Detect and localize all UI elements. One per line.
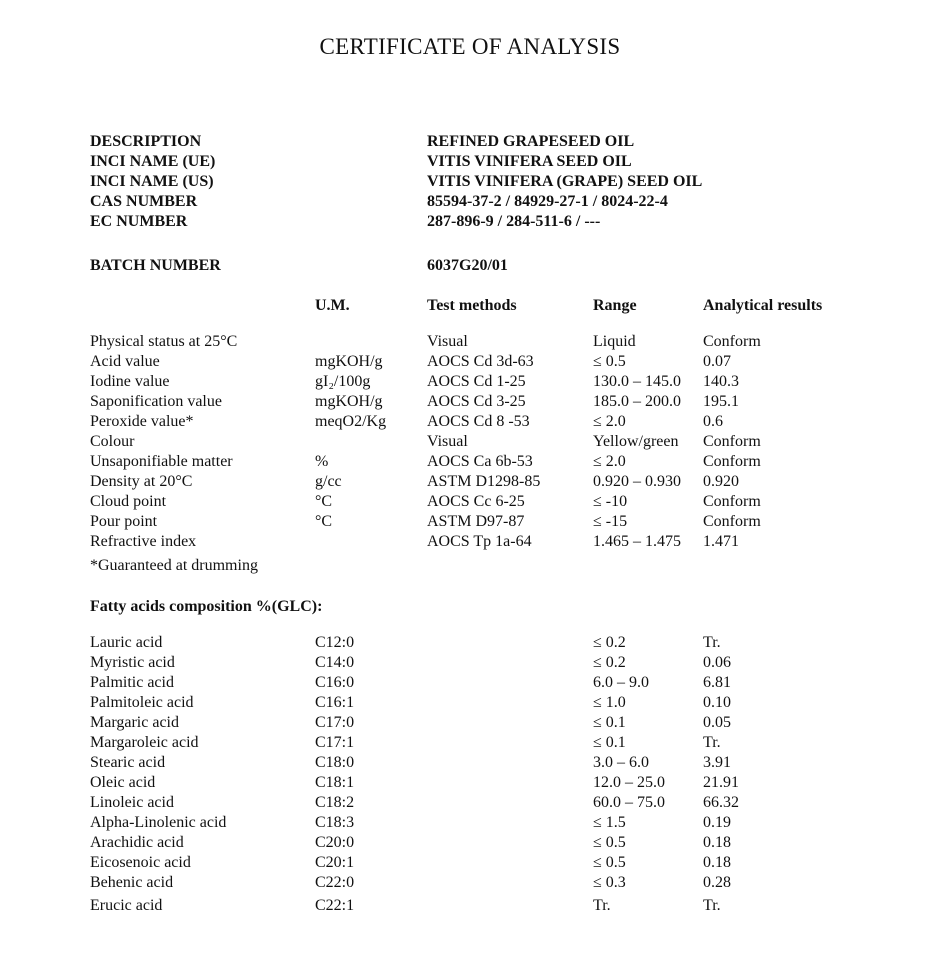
fatty-acid-row	[90, 633, 843, 653]
footnote: *Guaranteed at drumming	[90, 557, 258, 574]
fatty-acid-code: C22:1	[315, 897, 355, 914]
fatty-acid-row	[90, 733, 843, 753]
range-value: 130.0 – 145.0	[593, 373, 681, 390]
analysis-row	[90, 472, 843, 492]
fatty-acid-name: Palmitoleic acid	[90, 694, 194, 711]
analysis-row	[90, 412, 843, 432]
test-method: AOCS Cd 1-25	[427, 373, 526, 390]
fatty-acid-result: 0.05	[703, 714, 731, 731]
unit-of-measure	[315, 532, 427, 552]
fatty-acid-row	[90, 773, 843, 793]
fatty-acid-range: 12.0 – 25.0	[593, 774, 665, 791]
test-method: AOCS Cd 3d-63	[427, 353, 534, 370]
unit-of-measure: °C	[315, 493, 333, 510]
fatty-acid-row	[90, 793, 843, 813]
fatty-acid-code: C17:0	[315, 714, 355, 731]
batch-number-value: 6037G20/01	[427, 257, 508, 274]
test-method: AOCS Cd 8 -53	[427, 413, 530, 430]
analysis-row	[90, 532, 843, 552]
range-value: Liquid	[593, 333, 636, 350]
range-value: 1.465 – 1.475	[593, 533, 681, 550]
info-row	[90, 172, 850, 192]
product-info-block	[90, 132, 850, 232]
analysis-row	[90, 332, 843, 352]
fatty-acid-name: Arachidic acid	[90, 834, 184, 851]
analytical-result: 0.07	[703, 353, 731, 370]
fatty-acid-range: ≤ 0.3	[593, 874, 626, 891]
info-value: VITIS VINIFERA (GRAPE) SEED OIL	[427, 173, 703, 190]
analytical-result: 140.3	[703, 373, 739, 390]
fatty-acid-row	[90, 896, 843, 916]
fatty-acid-code: C12:0	[315, 634, 355, 651]
info-label: INCI NAME (US)	[90, 173, 214, 190]
unit-of-measure: g/cc	[315, 473, 342, 490]
unit-of-measure: mgKOH/g	[315, 393, 383, 410]
fatty-acid-row	[90, 853, 843, 873]
unit-of-measure: meqO2/Kg	[315, 413, 387, 430]
fatty-acid-range: 3.0 – 6.0	[593, 754, 649, 771]
fatty-acid-result: Tr.	[703, 634, 721, 651]
analysis-table-header	[90, 296, 843, 316]
fatty-acid-name: Myristic acid	[90, 654, 175, 671]
unit-of-measure	[315, 332, 427, 352]
fatty-acid-result: 66.32	[703, 794, 739, 811]
fatty-acids-table	[90, 633, 843, 916]
range-value: ≤ -15	[593, 513, 628, 530]
analysis-row	[90, 432, 843, 452]
test-method: Visual	[427, 433, 468, 450]
info-label: EC NUMBER	[90, 213, 188, 230]
parameter-name: Cloud point	[90, 493, 167, 510]
test-method: AOCS Tp 1a-64	[427, 533, 532, 550]
fatty-acid-row	[90, 833, 843, 853]
parameter-name: Iodine value	[90, 373, 170, 390]
info-label: INCI NAME (UE)	[90, 153, 216, 170]
fatty-acid-result: Tr.	[703, 897, 721, 914]
info-value: REFINED GRAPESEED OIL	[427, 133, 635, 150]
range-value: ≤ 2.0	[593, 453, 626, 470]
unit-of-measure: %	[315, 453, 329, 470]
fatty-acid-row	[90, 713, 843, 733]
header-spacer	[90, 296, 315, 316]
fatty-acid-result: 0.28	[703, 874, 731, 891]
batch-number-label: BATCH NUMBER	[90, 257, 221, 274]
info-row	[90, 212, 850, 232]
fatty-acid-name: Margaroleic acid	[90, 734, 199, 751]
range-value: 0.920 – 0.930	[593, 473, 681, 490]
analytical-result: Conform	[703, 493, 761, 510]
fatty-acid-name: Erucic acid	[90, 897, 163, 914]
fatty-acid-result: 6.81	[703, 674, 731, 691]
analysis-row	[90, 392, 843, 412]
fatty-acid-name: Lauric acid	[90, 634, 163, 651]
unit-of-measure: gI₂/100g	[315, 373, 371, 390]
test-method: AOCS Cd 3-25	[427, 393, 526, 410]
parameter-name: Pour point	[90, 513, 158, 530]
fatty-acid-name: Linoleic acid	[90, 794, 174, 811]
fatty-acid-row	[90, 813, 843, 833]
fatty-acid-row	[90, 693, 843, 713]
fatty-acid-result: 3.91	[703, 754, 731, 771]
range-value: Yellow/green	[593, 433, 679, 450]
analytical-result: Conform	[703, 453, 761, 470]
fatty-acid-code: C18:0	[315, 754, 355, 771]
range-value: ≤ -10	[593, 493, 628, 510]
fatty-acid-range: ≤ 0.5	[593, 854, 626, 871]
info-label: DESCRIPTION	[90, 133, 202, 150]
fatty-acid-range: ≤ 0.1	[593, 734, 626, 751]
analysis-row	[90, 352, 843, 372]
analytical-result: 0.6	[703, 413, 723, 430]
unit-of-measure: °C	[315, 513, 333, 530]
fatty-acid-result: 0.18	[703, 854, 731, 871]
analytical-result: 195.1	[703, 393, 739, 410]
analytical-result: Conform	[703, 433, 761, 450]
fatty-acid-name: Stearic acid	[90, 754, 166, 771]
fatty-acid-result: 0.19	[703, 814, 731, 831]
analytical-result: Conform	[703, 513, 761, 530]
fatty-acid-row	[90, 873, 843, 893]
unit-of-measure	[315, 432, 427, 452]
info-row	[90, 192, 850, 212]
fatty-acid-range: 60.0 – 75.0	[593, 794, 665, 811]
fatty-acid-code: C22:0	[315, 874, 355, 891]
document-title: CERTIFICATE OF ANALYSIS	[319, 34, 621, 59]
fatty-acid-range: Tr.	[593, 897, 611, 914]
fatty-acid-name: Eicosenoic acid	[90, 854, 191, 871]
range-value: 185.0 – 200.0	[593, 393, 681, 410]
fatty-acids-heading: Fatty acids composition %(GLC):	[90, 598, 323, 615]
test-method: ASTM D1298-85	[427, 473, 541, 490]
batch-number-row	[90, 256, 508, 276]
analytical-result: Conform	[703, 333, 761, 350]
fatty-acid-code: C20:0	[315, 834, 355, 851]
fatty-acid-code: C18:2	[315, 794, 355, 811]
fatty-acid-range: ≤ 1.0	[593, 694, 626, 711]
info-value: 287-896-9 / 284-511-6 / ---	[427, 213, 601, 230]
fatty-acid-code: C17:1	[315, 734, 355, 751]
analytical-result: 1.471	[703, 533, 739, 550]
fatty-acid-range: 6.0 – 9.0	[593, 674, 649, 691]
fatty-acid-code: C16:1	[315, 694, 355, 711]
parameter-name: Density at 20°C	[90, 473, 193, 490]
parameter-name: Physical status at 25°C	[90, 333, 238, 350]
parameter-name: Peroxide value*	[90, 413, 194, 430]
fatty-acid-result: 0.18	[703, 834, 731, 851]
parameter-name: Acid value	[90, 353, 160, 370]
fatty-acid-code: C14:0	[315, 654, 355, 671]
fatty-acid-range: ≤ 0.2	[593, 634, 626, 651]
info-value: VITIS VINIFERA SEED OIL	[427, 153, 632, 170]
info-label: CAS NUMBER	[90, 193, 198, 210]
fatty-acid-row	[90, 673, 843, 693]
unit-of-measure: mgKOH/g	[315, 353, 383, 370]
header-um: U.M.	[315, 297, 350, 314]
range-value: ≤ 0.5	[593, 353, 626, 370]
test-method: ASTM D97-87	[427, 513, 525, 530]
fatty-acid-name: Behenic acid	[90, 874, 174, 891]
fatty-acid-range: ≤ 1.5	[593, 814, 626, 831]
header-range: Range	[593, 297, 637, 314]
fatty-acid-name: Oleic acid	[90, 774, 156, 791]
fatty-acid-row	[90, 653, 843, 673]
fatty-acid-code: C18:3	[315, 814, 355, 831]
fatty-acid-name: Alpha-Linolenic acid	[90, 814, 227, 831]
parameter-name: Saponification value	[90, 393, 222, 410]
fatty-acid-range: ≤ 0.1	[593, 714, 626, 731]
fatty-acid-name: Margaric acid	[90, 714, 179, 731]
parameter-name: Unsaponifiable matter	[90, 453, 233, 470]
range-value: ≤ 2.0	[593, 413, 626, 430]
fatty-acid-range: ≤ 0.2	[593, 654, 626, 671]
analysis-row	[90, 372, 843, 392]
analytical-result: 0.920	[703, 473, 739, 490]
header-test-methods: Test methods	[427, 297, 517, 314]
test-method: AOCS Ca 6b-53	[427, 453, 533, 470]
header-analytical-results: Analytical results	[703, 297, 823, 314]
analysis-table	[90, 332, 843, 552]
analysis-row	[90, 452, 843, 472]
analysis-row	[90, 512, 843, 532]
fatty-acid-code: C18:1	[315, 774, 355, 791]
fatty-acid-result: Tr.	[703, 734, 721, 751]
fatty-acid-code: C16:0	[315, 674, 355, 691]
fatty-acid-row	[90, 753, 843, 773]
info-row	[90, 132, 850, 152]
parameter-name: Colour	[90, 433, 135, 450]
test-method: AOCS Cc 6-25	[427, 493, 525, 510]
analysis-row	[90, 492, 843, 512]
fatty-acid-range: ≤ 0.5	[593, 834, 626, 851]
fatty-acid-name: Palmitic acid	[90, 674, 174, 691]
info-value: 85594-37-2 / 84929-27-1 / 8024-22-4	[427, 193, 668, 210]
fatty-acid-result: 21.91	[703, 774, 739, 791]
fatty-acid-result: 0.06	[703, 654, 731, 671]
fatty-acid-code: C20:1	[315, 854, 355, 871]
parameter-name: Refractive index	[90, 533, 197, 550]
fatty-acid-result: 0.10	[703, 694, 731, 711]
test-method: Visual	[427, 333, 468, 350]
info-row	[90, 152, 850, 172]
